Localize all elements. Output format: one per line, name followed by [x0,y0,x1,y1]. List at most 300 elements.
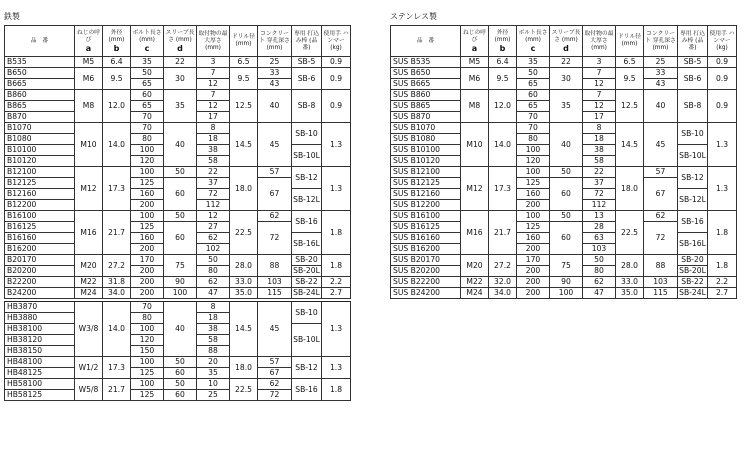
part-number: SUS B20170 [391,255,461,266]
outer-diameter: 14.0 [103,302,131,357]
part-number: SUS B1070 [391,123,461,134]
thread-size: M16 [75,211,103,255]
bolt-length: 200 [517,200,550,211]
column-header-label: コンクリート 穿孔深さ (mm) [645,30,676,51]
sleeve-length: 90 [164,277,197,288]
thread-size: M6 [461,68,489,90]
max-fixture-thickness: 58 [197,335,230,346]
column-header [678,26,708,57]
column-header [164,26,197,57]
part-number: B12200 [5,200,75,211]
drilling-depth: 57 [258,167,292,178]
max-fixture-thickness: 27 [197,222,230,233]
bolt-length: 100 [517,145,550,156]
bolt-length: 60 [131,90,164,101]
column-header [103,26,131,57]
max-fixture-thickness: 12 [583,101,616,112]
max-fixture-thickness: 62 [197,233,230,244]
outer-diameter: 14.0 [489,123,517,167]
column-header [489,26,517,57]
bolt-length: 100 [517,211,550,222]
max-fixture-thickness: 12 [197,101,230,112]
max-fixture-thickness: 7 [197,90,230,101]
part-number: B1080 [5,134,75,145]
stainless-table-title: ステンレス製 [390,12,437,21]
bolt-length: 125 [131,390,164,401]
part-number: B12160 [5,189,75,200]
drilling-depth: 62 [258,211,292,222]
bolt-length: 65 [131,79,164,90]
max-fixture-thickness: 3 [197,57,230,68]
max-fixture-thickness: 112 [197,200,230,211]
part-number: SUS B16160 [391,233,461,244]
setting-rod: SB-12L [678,189,708,211]
stainless-spec-table [390,25,737,299]
drilling-depth: 72 [258,222,292,255]
setting-rod: SB-16 [292,379,322,401]
bolt-length: 100 [131,324,164,335]
bolt-length: 120 [131,335,164,346]
header-row [5,26,351,57]
column-header-label: 専用 打込み棒 (品番) [679,30,706,51]
bolt-length: 100 [131,379,164,390]
max-fixture-thickness: 18 [197,313,230,324]
outer-diameter: 6.4 [103,57,131,68]
part-number: B12125 [5,178,75,189]
drilling-depth: 40 [258,90,292,123]
part-number: HB38100 [5,324,75,335]
thread-size: M22 [75,277,103,288]
drilling-depth: 33 [258,68,292,79]
max-fixture-thickness: 7 [197,68,230,79]
thread-size: M24 [461,288,489,299]
setting-rod: SB-22 [678,277,708,288]
part-number: B535 [5,57,75,68]
outer-diameter: 32.0 [489,277,517,288]
sleeve-length: 50 [164,211,197,222]
drilling-depth: 57 [258,357,292,368]
drilling-depth: 45 [258,302,292,357]
max-fixture-thickness: 18 [197,134,230,145]
part-number: SUS B12160 [391,189,461,200]
part-number: B860 [5,90,75,101]
drilling-depth: 40 [644,90,678,123]
sleeve-length: 50 [164,379,197,390]
outer-diameter: 14.0 [103,123,131,167]
column-header [322,26,351,57]
hammer-weight: 1.8 [322,255,351,277]
thread-size: W5/8 [75,379,103,401]
column-symbol: b [113,43,120,53]
drilling-depth: 67 [258,178,292,211]
sleeve-length: 50 [164,167,197,178]
hammer-weight: 2.2 [322,277,351,288]
part-number: B16200 [5,244,75,255]
bolt-length: 70 [131,123,164,134]
outer-diameter: 9.5 [489,68,517,90]
bolt-length: 65 [517,79,550,90]
max-fixture-thickness: 20 [197,357,230,368]
drill-diameter: 28.0 [230,255,258,277]
setting-rod: SB-8 [678,90,708,123]
bolt-length: 200 [131,266,164,277]
bolt-length: 100 [517,167,550,178]
max-fixture-thickness: 12 [197,79,230,90]
bolt-length: 35 [131,57,164,68]
hammer-weight: 1.3 [708,167,737,211]
max-fixture-thickness: 47 [583,288,616,299]
drill-diameter: 33.0 [230,277,258,288]
bolt-length: 50 [131,68,164,79]
max-fixture-thickness: 37 [583,178,616,189]
table-row [391,123,737,134]
part-number: HB48125 [5,368,75,379]
max-fixture-thickness: 112 [583,200,616,211]
part-number: SUS B22200 [391,277,461,288]
setting-rod: SB-20L [293,266,320,275]
bolt-length: 80 [131,313,164,324]
column-header [583,26,616,57]
drill-diameter: 33.0 [616,277,644,288]
thread-size: W1/2 [75,357,103,379]
drill-diameter: 6.5 [230,57,258,68]
max-fixture-thickness: 103 [583,244,616,255]
drilling-depth: 45 [258,123,292,167]
thread-size: M20 [75,255,103,277]
max-fixture-thickness: 8 [583,123,616,134]
max-fixture-thickness: 22 [583,167,616,178]
table-row [5,57,351,68]
bolt-length: 160 [131,233,164,244]
bolt-length: 200 [131,244,164,255]
part-number: B10100 [5,145,75,156]
table-row [391,167,737,178]
bolt-length: 125 [131,368,164,379]
table-row [5,211,351,222]
part-number: HB48100 [5,357,75,368]
column-symbol: d [563,43,569,53]
part-number: B650 [5,68,75,79]
column-header [292,26,322,57]
column-header-label: ドリル径 (mm) [231,34,256,47]
sleeve-length: 90 [550,277,583,288]
bolt-length: 50 [517,68,550,79]
setting-rod: SB-12 [292,357,322,379]
column-header [197,26,230,57]
column-header-label: 外径 (mm) [108,29,125,43]
part-number: SUS B16200 [391,244,461,255]
column-header-label: ねじの呼び [76,29,101,43]
bolt-length: 80 [517,134,550,145]
max-fixture-thickness: 12 [197,211,230,222]
sleeve-length: 50 [550,167,583,178]
bolt-length: 65 [517,101,550,112]
outer-diameter: 34.0 [103,288,131,299]
part-number: HB58100 [5,379,75,390]
drill-diameter: 14.5 [616,123,644,167]
max-fixture-thickness: 62 [583,277,616,288]
max-fixture-thickness: 3 [583,57,616,68]
max-fixture-thickness: 7 [583,90,616,101]
column-header-label: スリーブ長さ (mm) [165,29,195,43]
setting-rod: SB-10 [292,302,322,324]
thread-size: M24 [75,288,103,299]
outer-diameter: 21.7 [103,211,131,255]
drill-diameter: 35.0 [616,288,644,299]
table-row [391,288,737,299]
drilling-depth: 45 [644,123,678,167]
column-symbol: c [530,43,536,53]
thread-size: M8 [461,90,489,123]
sleeve-length: 22 [164,57,197,68]
sleeve-length: 75 [164,255,197,277]
setting-rod: SB-20L [679,266,706,275]
part-number: SUS B16100 [391,211,461,222]
part-number: B16125 [5,222,75,233]
max-fixture-thickness: 80 [197,266,230,277]
table-row [5,167,351,178]
table-row [391,277,737,288]
column-symbol: c [144,43,150,53]
outer-diameter: 27.2 [103,255,131,277]
hammer-weight: 2.2 [708,277,737,288]
max-fixture-thickness: 38 [197,145,230,156]
setting-rod: SB-16 [292,211,322,233]
sleeve-length: 30 [550,68,583,90]
hammer-weight: 0.9 [708,90,737,123]
sleeve-length: 60 [164,222,197,255]
drilling-depth: 88 [644,255,678,277]
table-row [5,379,351,390]
max-fixture-thickness: 8 [197,123,230,134]
sleeve-length: 50 [550,211,583,222]
sleeve-length: 100 [164,288,197,299]
thread-size: M10 [75,123,103,167]
bolt-length: 160 [517,233,550,244]
hammer-weight: 1.3 [322,302,351,357]
sleeve-length: 30 [164,68,197,90]
max-fixture-thickness: 102 [197,244,230,255]
column-header-label: 品 番 [416,37,435,44]
hammer-weight: 1.3 [322,167,351,211]
bolt-length: 120 [131,156,164,167]
column-header [616,26,644,57]
column-header [461,26,489,57]
table-row [5,357,351,368]
part-number: HB3880 [5,313,75,324]
column-header [230,26,258,57]
hammer-weight: 0.9 [708,68,737,90]
column-header-label: 外径 (mm) [494,29,511,43]
sleeve-length: 75 [550,255,583,277]
drilling-depth: 115 [644,288,678,299]
bolt-length: 70 [131,302,164,313]
hammer-weight: 0.9 [322,68,351,90]
max-fixture-thickness: 17 [197,112,230,123]
bolt-length: 200 [517,288,550,299]
max-fixture-thickness: 28 [583,222,616,233]
hammer-weight: 0.9 [322,57,351,68]
sleeve-length: 60 [164,368,197,379]
column-header [75,26,103,57]
max-fixture-thickness: 50 [197,255,230,266]
drilling-depth: 88 [258,255,292,277]
max-fixture-thickness: 38 [197,324,230,335]
drilling-depth: 103 [258,277,292,288]
sleeve-length: 35 [550,90,583,123]
thread-size: M20 [461,255,489,277]
hammer-weight: 0.9 [322,90,351,123]
part-number: SUS B12125 [391,178,461,189]
setting-rod: SB-24L [679,288,706,297]
setting-rod: SB-24L [293,288,320,297]
sleeve-length: 35 [164,90,197,123]
setting-rod: SB-10L [678,145,708,167]
hammer-weight: 1.3 [322,357,351,379]
column-header [391,26,461,57]
column-header-label: コンクリート 穿孔深さ (mm) [259,30,290,51]
bolt-length: 35 [517,57,550,68]
table-row [391,211,737,222]
part-number: SUS B865 [391,101,461,112]
sleeve-length: 100 [550,288,583,299]
bolt-length: 200 [517,244,550,255]
hammer-weight: 1.8 [708,255,737,277]
thread-size: M8 [75,90,103,123]
max-fixture-thickness: 38 [583,145,616,156]
part-number: HB58125 [5,390,75,401]
part-number: SUS B665 [391,79,461,90]
drilling-depth: 67 [644,178,678,211]
drill-diameter: 35.0 [230,288,258,299]
setting-rod: SB-6 [678,68,708,90]
column-header-label: 取付物の最大厚さ (mm) [584,30,614,51]
drill-diameter: 28.0 [616,255,644,277]
drilling-depth: 43 [258,79,292,90]
table-row [391,68,737,79]
column-symbol: d [177,43,183,53]
bolt-length: 200 [517,277,550,288]
part-number: B22200 [5,277,75,288]
column-header [644,26,678,57]
max-fixture-thickness: 63 [583,233,616,244]
part-number: SUS B12200 [391,200,461,211]
column-header [708,26,737,57]
column-header [258,26,292,57]
drill-diameter: 22.5 [230,379,258,401]
bolt-length: 100 [131,357,164,368]
drill-diameter: 18.0 [616,167,644,211]
table-row [391,57,737,68]
bolt-length: 200 [131,200,164,211]
setting-rod: SB-12 [292,167,322,189]
drill-diameter: 14.5 [230,123,258,167]
hammer-weight: 1.3 [708,123,737,167]
bolt-length: 60 [517,90,550,101]
max-fixture-thickness: 80 [583,266,616,277]
sleeve-length: 60 [164,178,197,211]
drilling-depth: 43 [644,79,678,90]
setting-rod: SB-16L [292,233,322,255]
sleeve-length: 60 [550,178,583,211]
setting-rod: SB-6 [292,68,322,90]
max-fixture-thickness: 62 [197,277,230,288]
hammer-weight: 2.7 [322,288,351,299]
bolt-length: 200 [131,277,164,288]
drill-diameter: 12.5 [616,90,644,123]
bolt-length: 160 [131,189,164,200]
column-header-label: ねじの呼び [462,29,487,43]
outer-diameter: 34.0 [489,288,517,299]
max-fixture-thickness: 47 [197,288,230,299]
column-header-label: 使用手 ハンマー (kg) [323,30,349,51]
drilling-depth: 62 [644,211,678,222]
table-row [391,90,737,101]
table-row [5,255,351,266]
sleeve-length: 60 [550,222,583,255]
part-number: B1070 [5,123,75,134]
outer-diameter: 12.0 [103,90,131,123]
max-fixture-thickness: 50 [583,255,616,266]
outer-diameter: 17.3 [489,167,517,211]
bolt-length: 125 [517,222,550,233]
part-number: SUS B10100 [391,145,461,156]
setting-rod: SB-16L [678,233,708,255]
setting-rod: SB-10L [292,324,322,357]
drilling-depth: 62 [258,379,292,390]
part-number: B665 [5,79,75,90]
steel-table-title: 鉄製 [4,12,20,21]
part-number: HB38150 [5,346,75,357]
column-symbol: b [499,43,506,53]
part-number: SUS B870 [391,112,461,123]
table-row [391,255,737,266]
setting-rod: SB-5 [292,57,322,68]
part-number: B16160 [5,233,75,244]
thread-size: M12 [461,167,489,211]
sleeve-length: 22 [550,57,583,68]
max-fixture-thickness: 72 [583,189,616,200]
thread-size: M10 [461,123,489,167]
thread-size: M12 [75,167,103,211]
part-number: SUS B535 [391,57,461,68]
max-fixture-thickness: 17 [583,112,616,123]
part-number: SUS B860 [391,90,461,101]
max-fixture-thickness: 37 [197,178,230,189]
max-fixture-thickness: 18 [583,134,616,145]
column-header-label: 取付物の最大厚さ (mm) [198,30,228,51]
column-header-label: ボルト長さ (mm) [132,29,162,43]
steel-spec-table [4,25,351,401]
sleeve-length: 40 [164,123,197,167]
bolt-length: 125 [131,222,164,233]
hammer-weight: 1.3 [322,123,351,167]
column-header [517,26,550,57]
drilling-depth: 33 [644,68,678,79]
outer-diameter: 17.3 [103,357,131,379]
part-number: B12100 [5,167,75,178]
bolt-length: 170 [131,255,164,266]
setting-rod: SB-10 [292,123,322,145]
part-number: HB3870 [5,302,75,313]
bolt-length: 100 [131,167,164,178]
max-fixture-thickness: 12 [583,79,616,90]
setting-rod: SB-5 [678,57,708,68]
max-fixture-thickness: 72 [197,189,230,200]
drill-diameter: 9.5 [616,68,644,90]
max-fixture-thickness: 7 [583,68,616,79]
max-fixture-thickness: 13 [583,211,616,222]
